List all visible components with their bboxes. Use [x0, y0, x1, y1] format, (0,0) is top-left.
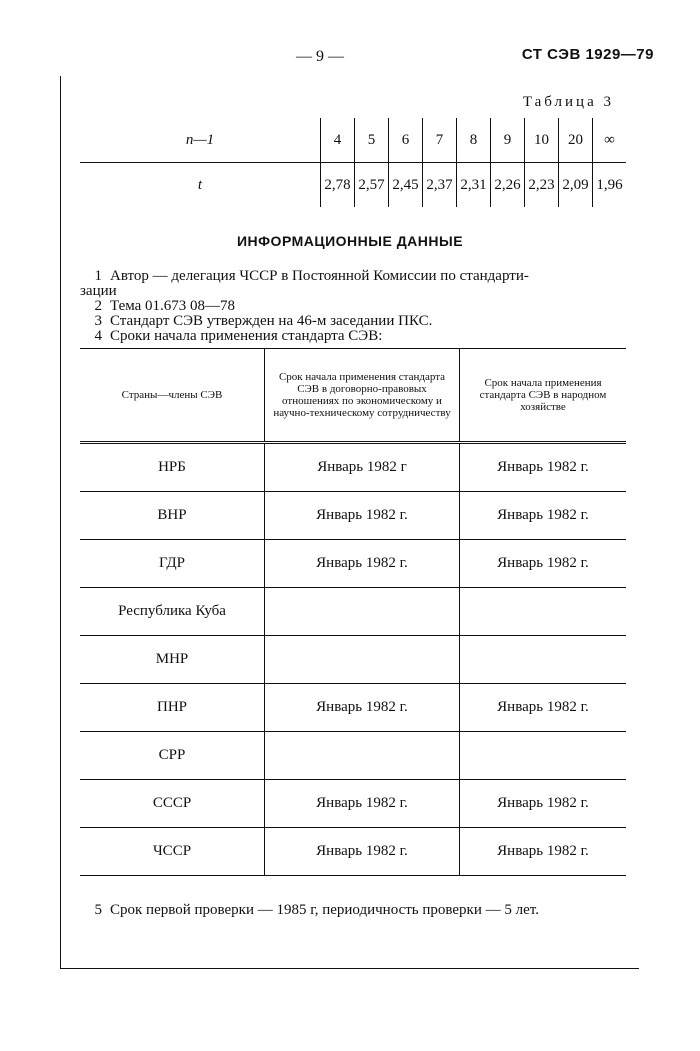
date-cell [460, 588, 627, 636]
table3-cell: 2,31 [457, 163, 491, 208]
table3-row-t [80, 163, 626, 208]
country-cell: СРР [80, 732, 265, 780]
table3-row-n [80, 118, 626, 163]
column-header-countries: Страны—члены СЭВ [80, 349, 265, 443]
table3 [80, 118, 626, 207]
item-number: 4 [94, 328, 102, 344]
country-cell: ЧССР [80, 828, 265, 876]
date-cell [265, 732, 460, 780]
date-cell: Январь 1982 г. [265, 684, 460, 732]
page-number: — 9 — [296, 48, 344, 65]
table-row [80, 636, 626, 684]
date-cell: Январь 1982 г. [265, 828, 460, 876]
date-cell [460, 732, 627, 780]
date-cell: Январь 1982 г. [460, 828, 627, 876]
column-header-economy: Срок начала применения стандарта СЭВ в народном хозяйстве [460, 349, 627, 443]
info-item-continuation: зации [80, 283, 117, 299]
table-row [80, 828, 626, 876]
table3-cell: 6 [389, 118, 423, 163]
section-title: ИНФОРМАЦИОННЫЕ ДАННЫЕ [236, 233, 464, 249]
document-code: СТ СЭВ 1929—79 [521, 46, 654, 63]
table3-cell: 2,57 [355, 163, 389, 208]
country-cell: ПНР [80, 684, 265, 732]
info-item [80, 313, 626, 329]
column-header-agreements: Срок начала применения стандарта СЭВ в договорно-правовых отношениях по экономическому и научно-техническому сотрудничеству [265, 349, 460, 443]
date-cell [265, 588, 460, 636]
table3-cell: 4 [321, 118, 355, 163]
item-number: 1 [94, 268, 102, 284]
item-text: Сроки начала применения стандарта СЭВ: [110, 328, 383, 344]
table3-cell: 2,23 [525, 163, 559, 208]
table3-cell: 2,45 [389, 163, 423, 208]
item-number: 5 [94, 902, 102, 918]
table3-cell: 20 [559, 118, 593, 163]
date-cell: Январь 1982 г. [460, 684, 627, 732]
country-cell: НРБ [80, 443, 265, 492]
date-cell: Январь 1982 г. [265, 492, 460, 540]
table-row [80, 732, 626, 780]
date-cell: Январь 1982 г. [460, 780, 627, 828]
date-cell: Январь 1982 г. [460, 492, 627, 540]
date-cell [265, 636, 460, 684]
date-cell: Январь 1982 г [265, 443, 460, 492]
item-number: 2 [94, 298, 102, 314]
table-row [80, 588, 626, 636]
item-text: Тема 01.673 08—78 [110, 298, 236, 314]
country-cell: ВНР [80, 492, 265, 540]
country-cell: ГДР [80, 540, 265, 588]
table3-cell: 2,78 [321, 163, 355, 208]
date-cell: Январь 1982 г. [265, 540, 460, 588]
table3-cell: ∞ [593, 118, 627, 163]
info-item [80, 902, 626, 918]
dates-table-header [80, 349, 626, 443]
info-item [80, 268, 626, 284]
date-cell: Январь 1982 г. [460, 540, 627, 588]
table3-cell: 2,26 [491, 163, 525, 208]
table3-row-label: t [197, 176, 203, 193]
table3-cell: 5 [355, 118, 389, 163]
table3-cell: 2,37 [423, 163, 457, 208]
country-cell: МНР [80, 636, 265, 684]
table3-cell: 2,09 [559, 163, 593, 208]
item-number: 3 [94, 313, 102, 329]
info-item [80, 328, 626, 344]
country-cell: СССР [80, 780, 265, 828]
date-cell: Январь 1982 г. [265, 780, 460, 828]
table3-caption: Таблица 3 [522, 94, 614, 110]
table-row [80, 492, 626, 540]
table3-cell: 10 [525, 118, 559, 163]
table-row [80, 780, 626, 828]
table3-row-label: n—1 [80, 118, 321, 163]
table-row [80, 540, 626, 588]
table3-cell: 9 [491, 118, 525, 163]
date-cell [460, 636, 627, 684]
dates-table [80, 348, 626, 876]
info-item [80, 298, 626, 314]
table3-cell: 7 [423, 118, 457, 163]
table-row [80, 443, 626, 492]
table3-cell: 1,96 [593, 163, 627, 208]
item-text: Срок первой проверки — 1985 г, периодичность проверки — 5 лет. [110, 902, 539, 918]
date-cell: Январь 1982 г. [460, 443, 627, 492]
table3-cell: 8 [457, 118, 491, 163]
table-row [80, 684, 626, 732]
item-text: Автор — делегация ЧССР в Постоянной Комиссии по стандарти- [110, 268, 529, 284]
country-cell: Республика Куба [80, 588, 265, 636]
item-text: Стандарт СЭВ утвержден на 46-м заседании ПКС. [110, 313, 433, 329]
